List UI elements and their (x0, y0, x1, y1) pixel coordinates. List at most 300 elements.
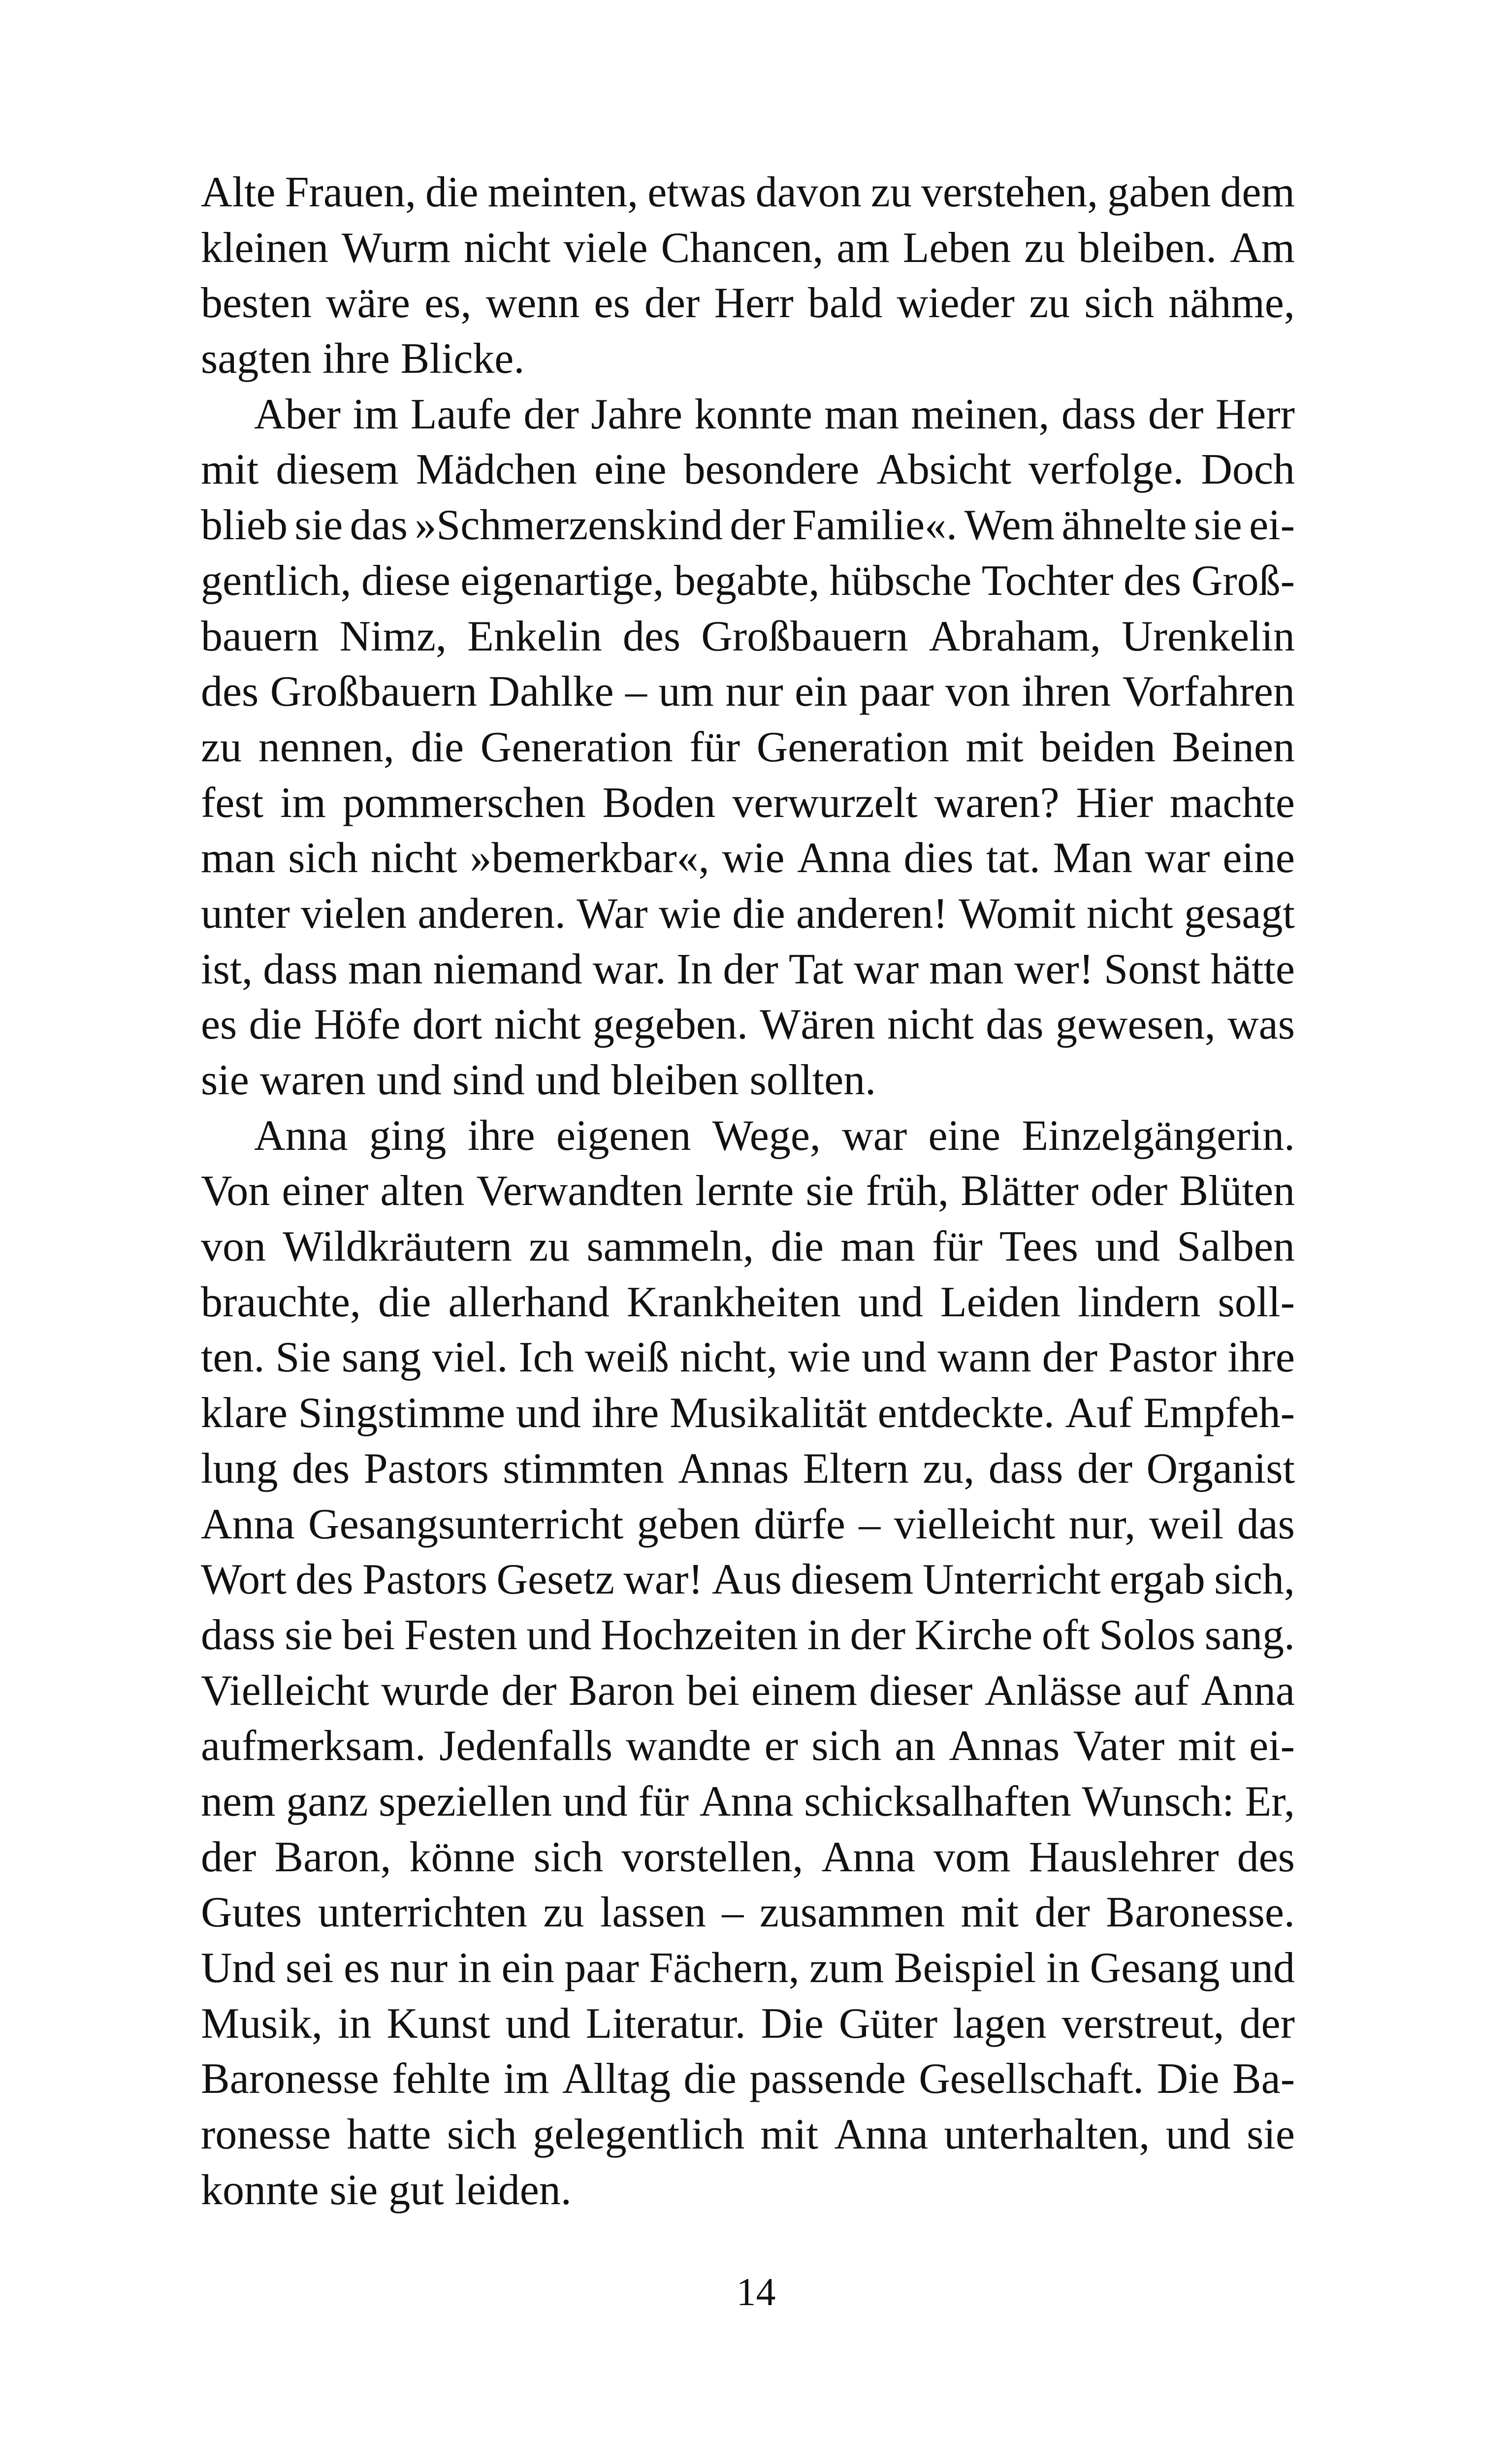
word: Enkelin (467, 612, 602, 660)
word: Baron, (274, 1833, 391, 1881)
word: waren (259, 1056, 366, 1104)
word: Solos (1099, 1611, 1195, 1659)
word: Anna (699, 1777, 794, 1825)
paragraph-2 (201, 387, 1295, 1108)
word: war. (592, 945, 666, 993)
paragraph-3 (201, 1108, 1295, 2218)
word: gaben (1107, 168, 1211, 216)
word: Organist (1146, 1444, 1295, 1493)
word: die (249, 1001, 302, 1049)
word: konnte (694, 390, 812, 438)
word: Boden (602, 779, 716, 827)
text-line (201, 664, 1295, 720)
word: man (824, 390, 899, 438)
word: wieder (897, 279, 1015, 327)
word: zu (543, 1889, 584, 1937)
word: nur, (1068, 1500, 1136, 1548)
word: Herr (714, 279, 794, 327)
text-line (201, 1552, 1295, 1608)
word: der (1239, 1999, 1295, 2048)
word: Man (1053, 834, 1132, 882)
word: bauern (201, 612, 319, 660)
word: Eltern (803, 1444, 909, 1493)
word: Die (1157, 2055, 1220, 2103)
word: nicht, (679, 1334, 777, 1382)
word: Wären (760, 1001, 875, 1049)
text-line (201, 554, 1295, 609)
text-line (201, 1164, 1295, 1219)
text-line (201, 1774, 1295, 1830)
word: dort (412, 1001, 483, 1049)
word: Gesang (1090, 1944, 1220, 1992)
text-line (201, 1663, 1295, 1719)
word: Anna (821, 1833, 916, 1881)
word: Abraham, (929, 612, 1101, 660)
word: man (201, 834, 276, 882)
word: Dahlke (488, 668, 614, 716)
word: wäre (325, 279, 410, 327)
word: sie (294, 501, 343, 550)
word: sie (1247, 2111, 1295, 2159)
word: des (622, 612, 681, 660)
word: sei (285, 1944, 334, 1992)
text-line (201, 276, 1295, 331)
word: Empfeh- (1143, 1389, 1295, 1437)
word: sie (285, 1611, 333, 1659)
word: wenn (485, 279, 580, 327)
word: Sonst (1104, 945, 1200, 993)
word: Anna (797, 834, 891, 882)
word: die (771, 1223, 824, 1271)
word: der (201, 1833, 257, 1881)
word: Literatur. (585, 1999, 746, 2048)
word: der (1042, 1334, 1098, 1382)
text-line (201, 498, 1295, 554)
word: Beispiel (894, 1944, 1036, 1992)
word: sie (201, 1056, 249, 1104)
word: Blüten (1179, 1167, 1295, 1215)
word: wann (937, 1334, 1031, 1382)
word: nicht (1086, 889, 1173, 938)
word: nur (725, 668, 783, 716)
word: ihren (1022, 668, 1111, 716)
word: Womit (959, 889, 1076, 938)
word: – (722, 1889, 744, 1937)
word: man (348, 945, 423, 993)
word: sich, (1214, 1556, 1295, 1604)
word: und (861, 1334, 927, 1382)
word: eine (1222, 834, 1295, 882)
word: Nimz, (339, 612, 447, 660)
word: weiß (584, 1334, 669, 1382)
word: speziellen (379, 1777, 552, 1825)
word: dies (903, 834, 974, 882)
word: Anna (254, 1111, 348, 1160)
word: sich (811, 1722, 882, 1770)
word: Einzelgängerin. (1022, 1111, 1295, 1160)
word: des (201, 668, 259, 716)
word: sang. (1204, 1611, 1295, 1659)
word: was (1227, 1001, 1295, 1049)
word: sollten. (749, 1056, 876, 1104)
text-line (201, 1053, 1295, 1108)
word: könne (409, 1833, 515, 1881)
word: war (1145, 834, 1210, 882)
word: Pastors (363, 1444, 489, 1493)
word: kleinen (201, 224, 329, 272)
text-line (201, 1996, 1295, 2052)
word: in (807, 1611, 841, 1659)
word: Gutes (201, 1889, 302, 1937)
word: zum (809, 1944, 884, 1992)
word: Alltag (562, 2055, 671, 2103)
text-line (201, 331, 1295, 387)
word: dass (1061, 390, 1136, 438)
word: mit (965, 723, 1024, 771)
word: Chancen, (661, 224, 824, 272)
word: In (676, 945, 713, 993)
word: des (295, 1556, 354, 1604)
word: Musik, (201, 1999, 322, 2048)
word: Singstimme (298, 1389, 506, 1437)
word: Mädchen (416, 446, 578, 494)
word: früh, (866, 1167, 949, 1215)
word: und (526, 1611, 592, 1659)
word: wie (658, 889, 721, 938)
text-line (201, 997, 1295, 1053)
word: waren? (934, 779, 1060, 827)
text-line (201, 1108, 1295, 1164)
text-line (201, 886, 1295, 942)
word: Pastors (362, 1556, 488, 1604)
word: verstreut, (1062, 1999, 1224, 2048)
word: mit (760, 2111, 818, 2159)
word: dass (201, 1611, 276, 1659)
word: Musikalität (670, 1389, 867, 1437)
word: diese (361, 556, 450, 605)
word: diesem (276, 446, 399, 494)
word: Die (761, 1999, 824, 2048)
word: besten (201, 279, 312, 327)
word: »Schmerzenskind (415, 501, 723, 550)
word: niemand (433, 945, 582, 993)
word: und (505, 1999, 571, 2048)
word: blieb (201, 501, 288, 550)
word: von (945, 668, 1010, 716)
word: etwas (647, 168, 746, 216)
paragraph-1 (201, 165, 1295, 387)
text-line (201, 1608, 1295, 1663)
word: in (457, 1944, 492, 1992)
word: des (1123, 556, 1182, 605)
word: meinen, (911, 390, 1050, 438)
word: dass (263, 945, 338, 993)
word: es (344, 1944, 380, 1992)
word: Wege, (712, 1111, 821, 1160)
text-line (201, 942, 1295, 998)
text-line (201, 1719, 1295, 1774)
word: nähme, (1168, 279, 1295, 327)
word: Herr (1215, 390, 1295, 438)
word: paar (564, 1944, 639, 1992)
word: einem (751, 1666, 858, 1715)
word: zu (870, 168, 912, 216)
word: Verwandten (476, 1167, 683, 1215)
word: Baron (568, 1666, 675, 1715)
word: bleiben. (1078, 224, 1217, 272)
word: der (1148, 390, 1204, 438)
word: anderen. (418, 889, 566, 938)
word: anderen! (796, 889, 948, 938)
word: eine (594, 446, 667, 494)
word: Alte (201, 168, 276, 216)
word: Hochzeiten (601, 1611, 798, 1659)
word: »bemerkbar«, (470, 834, 709, 882)
word: zusammen (759, 1889, 945, 1937)
word: Groß- (1191, 556, 1295, 605)
word: stimmten (503, 1444, 664, 1493)
word: in (337, 1999, 372, 2048)
word: und (515, 1389, 581, 1437)
word: unterhalten, (944, 2111, 1150, 2159)
word: vom (933, 1833, 1011, 1881)
word: schicksalhaften (804, 1777, 1071, 1825)
text-line (201, 1941, 1295, 1996)
text-line (201, 442, 1295, 498)
word: Beinen (1172, 723, 1295, 771)
word: er (764, 1722, 799, 1770)
word: und (535, 1056, 601, 1104)
word: klare (201, 1389, 288, 1437)
word: lagen (953, 1999, 1047, 2048)
word: davon (755, 168, 862, 216)
word: tat. (986, 834, 1040, 882)
word: sich (288, 834, 358, 882)
word: lassen (600, 1889, 706, 1937)
word: Salben (1177, 1223, 1295, 1271)
word: nem (201, 1777, 276, 1825)
text-line (201, 1497, 1295, 1553)
word: nicht (370, 834, 457, 882)
word: Vater (1073, 1722, 1165, 1770)
word: dass (988, 1444, 1063, 1493)
text-line (201, 165, 1295, 221)
text-line (201, 1830, 1295, 1886)
word: verfolge. (1029, 446, 1184, 494)
word: das (1237, 1500, 1295, 1548)
word: Anlässe (984, 1666, 1122, 1715)
word: nicht (887, 1001, 974, 1049)
word: für (689, 723, 740, 771)
word: am (836, 224, 890, 272)
word: Wem (964, 501, 1055, 550)
word: ihre (467, 1111, 535, 1160)
word: ihre (591, 1389, 659, 1437)
word: sind (452, 1056, 525, 1104)
word: einer (282, 1167, 369, 1215)
word: Baronesse (201, 2055, 379, 2103)
word: Großbauern (701, 612, 908, 660)
word: gut (388, 2166, 444, 2214)
word: passende (749, 2055, 906, 2103)
word: gesagt (1184, 889, 1295, 938)
word: die (732, 889, 785, 938)
word: eigenen (556, 1111, 691, 1160)
word: Vielleicht (201, 1666, 369, 1715)
word: sang (342, 1334, 421, 1382)
word: des (291, 1444, 350, 1493)
word: Anna (1201, 1666, 1295, 1715)
word: vielleicht (894, 1500, 1056, 1548)
word: es (201, 1001, 237, 1049)
word: besondere (683, 446, 860, 494)
word: Leiden (940, 1278, 1061, 1326)
word: weil (1149, 1500, 1224, 1548)
word: und (1165, 2111, 1231, 2159)
word: Gesellschaft. (919, 2055, 1144, 2103)
word: Gesetz (496, 1556, 614, 1604)
word: Blicke. (400, 335, 525, 383)
word: man (929, 945, 1004, 993)
word: Auf (1065, 1389, 1133, 1437)
word: pommerschen (342, 779, 586, 827)
text-line (201, 387, 1295, 443)
word: War (577, 889, 648, 938)
word: der (1077, 1444, 1133, 1493)
text-line (201, 2052, 1295, 2107)
word: nicht (494, 1001, 581, 1049)
word: es, (424, 279, 472, 327)
word: Wort (201, 1556, 287, 1604)
text-line (201, 221, 1295, 276)
word: hatte (347, 2111, 431, 2159)
word: ein (795, 668, 848, 716)
word: ronesse (201, 2111, 331, 2159)
text-line (201, 609, 1295, 665)
word: Generation (480, 723, 673, 771)
word: Kunst (386, 1999, 490, 2048)
word: für (932, 1223, 983, 1271)
word: ähnelte (1062, 501, 1187, 550)
word: bei (342, 1611, 395, 1659)
word: viel. (432, 1334, 508, 1382)
word: auf (1133, 1666, 1190, 1715)
word: zu, (923, 1444, 975, 1493)
word: Kirche (914, 1611, 1033, 1659)
word: paar (859, 668, 934, 716)
word: Wildkräutern (283, 1223, 512, 1271)
word: und (376, 1056, 442, 1104)
word: fehlte (392, 2055, 491, 2103)
word: fest (201, 779, 264, 827)
word: oder (1090, 1167, 1168, 1215)
text-line (201, 2107, 1295, 2163)
word: Tochter (981, 556, 1114, 605)
word: Am (1229, 224, 1295, 272)
word: wie (788, 1334, 851, 1382)
word: Gesangsunterricht (308, 1500, 624, 1548)
word: der (730, 501, 785, 550)
word: Ba- (1232, 2055, 1295, 2103)
word: wie (722, 834, 785, 882)
word: Vorfahren (1122, 668, 1295, 716)
word: Wurm (341, 224, 451, 272)
word: die (378, 1278, 431, 1326)
text-line (201, 831, 1295, 886)
word: nennen, (258, 723, 394, 771)
word: ten. (201, 1334, 265, 1382)
word: es (594, 279, 630, 327)
word: allerhand (448, 1278, 610, 1326)
word: das (986, 1001, 1044, 1049)
word: ganz (286, 1777, 368, 1825)
word: unterrichten (318, 1889, 527, 1937)
word: war (854, 945, 919, 993)
word: und (1229, 1944, 1295, 1992)
word: der (723, 945, 778, 993)
word: leiden. (454, 2166, 572, 2214)
body-text (201, 165, 1295, 2218)
word: ergab (1109, 1556, 1205, 1604)
word: bald (807, 279, 883, 327)
word: Generation (756, 723, 949, 771)
word: mit (1178, 1722, 1236, 1770)
word: Ich (518, 1334, 574, 1382)
word: alten (380, 1167, 465, 1215)
word: – (859, 1500, 881, 1548)
word: zu (201, 723, 242, 771)
word: sie (1193, 501, 1242, 550)
word: Anna (201, 1500, 295, 1548)
word: der (850, 1611, 906, 1659)
word: beiden (1040, 723, 1156, 771)
word: sammeln, (586, 1223, 754, 1271)
word: Wunsch: (1082, 1777, 1234, 1825)
word: – (625, 668, 647, 716)
word: lernte (695, 1167, 794, 1215)
word: gentlich, (201, 556, 352, 605)
word: verstehen, (921, 168, 1098, 216)
word: an (895, 1722, 936, 1770)
word: sich (1084, 279, 1155, 327)
word: dieser (869, 1666, 973, 1715)
word: ging (369, 1111, 447, 1160)
word: vorstellen, (621, 1833, 804, 1881)
word: wandte (626, 1722, 751, 1770)
word: Und (201, 1944, 276, 1992)
text-line (201, 720, 1295, 776)
word: Höfe (314, 1001, 401, 1049)
word: für (638, 1777, 689, 1825)
text-line (201, 1885, 1295, 1941)
word: Laufe (410, 390, 512, 438)
word: konnte (201, 2166, 319, 2214)
word: Jedenfalls (439, 1722, 613, 1770)
word: Krankheiten (626, 1278, 841, 1326)
page-number: 14 (736, 2271, 776, 2314)
word: wurde (381, 1666, 489, 1715)
word: zu (529, 1223, 570, 1271)
word: Blätter (961, 1167, 1079, 1215)
word: nicht (463, 224, 550, 272)
word: mit (201, 446, 259, 494)
word: eine (928, 1111, 1001, 1160)
word: mit (961, 1889, 1019, 1937)
word: dürfe (754, 1500, 845, 1548)
word: Leben (902, 224, 1011, 272)
word: im (503, 2055, 549, 2103)
word: machte (1169, 779, 1295, 827)
